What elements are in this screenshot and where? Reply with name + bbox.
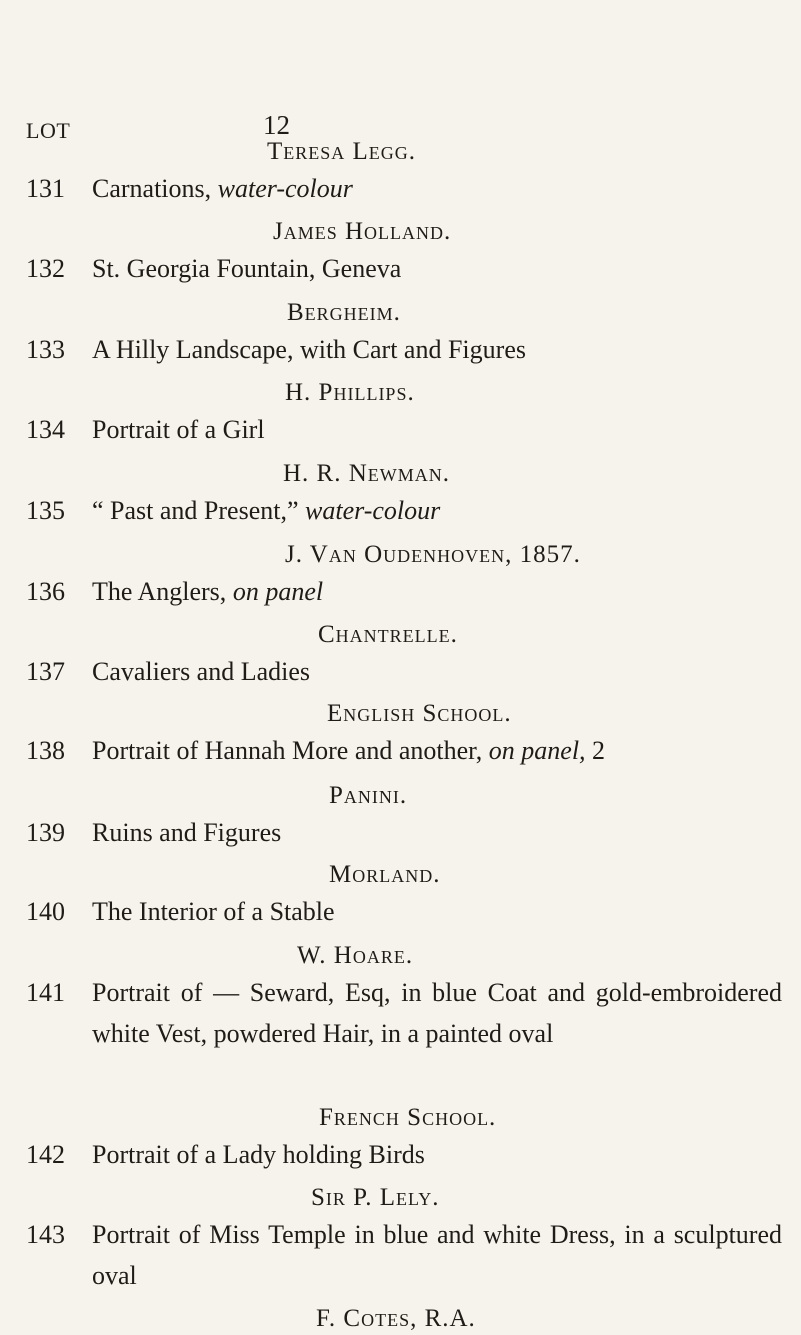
artist-name: W. Hoare. xyxy=(297,942,414,969)
lot-number: 140 xyxy=(26,897,65,926)
lot-number: 137 xyxy=(26,657,65,686)
lot-title: St. Georgia Fountain, Geneva xyxy=(92,254,402,283)
lot-number: 139 xyxy=(26,818,65,847)
artist-name: French School. xyxy=(319,1104,497,1131)
lot-title: Carnations, water-colour xyxy=(92,174,353,203)
artist-name: English School. xyxy=(327,700,512,727)
artist-name: Teresa Legg. xyxy=(267,138,417,165)
lot-number: 138 xyxy=(26,736,65,765)
artist-name: H. R. Newman. xyxy=(283,460,451,487)
lot-number: 134 xyxy=(26,415,65,444)
artist-name: J. Van Oudenhoven, 1857. xyxy=(285,541,581,568)
artist-name: James Holland. xyxy=(273,218,452,245)
lot-number: 131 xyxy=(26,174,65,203)
lot-number: 135 xyxy=(26,496,65,525)
artist-name: Panini. xyxy=(329,782,408,809)
lot-number: 141 xyxy=(26,978,65,1007)
lot-number: 143 xyxy=(26,1220,65,1249)
lot-number: 136 xyxy=(26,577,65,606)
lot-number: 133 xyxy=(26,335,65,364)
artist-name: Bergheim. xyxy=(287,299,401,326)
lot-title: Portrait of a Lady holding Birds xyxy=(92,1140,425,1169)
artist-name: Chantrelle. xyxy=(318,621,458,648)
lot-title: Portrait of a Girl xyxy=(92,415,265,444)
artist-name: Sir P. Lely. xyxy=(311,1184,440,1211)
artist-name: F. Cotes, R.A. xyxy=(316,1305,476,1332)
lot-title: Portrait of — Seward, Esq, in blue Coat and gold-embroidered white Vest, powdered Hair, in a painted oval xyxy=(92,978,782,1048)
lot-title: Cavaliers and Ladies xyxy=(92,657,311,686)
lot-title: The Anglers, on panel xyxy=(92,577,324,606)
lot-title: Ruins and Figures xyxy=(92,818,282,847)
lot-number: 132 xyxy=(26,254,65,283)
lot-title: Portrait of Hannah More and another, on panel, 2 xyxy=(92,736,606,765)
lot-title: The Interior of a Stable xyxy=(92,897,335,926)
lot-column-header: LOT xyxy=(26,118,71,143)
lot-number: 142 xyxy=(26,1140,65,1169)
lot-title: A Hilly Landscape, with Cart and Figures xyxy=(92,335,526,364)
lot-title: Portrait of Miss Temple in blue and white Dress, in a sculptured oval xyxy=(92,1220,782,1290)
page-number: 12 xyxy=(263,110,290,140)
artist-name: Morland. xyxy=(329,861,441,888)
artist-name: H. Phillips. xyxy=(285,379,415,406)
lot-title: “ Past and Present,” water-colour xyxy=(92,496,441,525)
